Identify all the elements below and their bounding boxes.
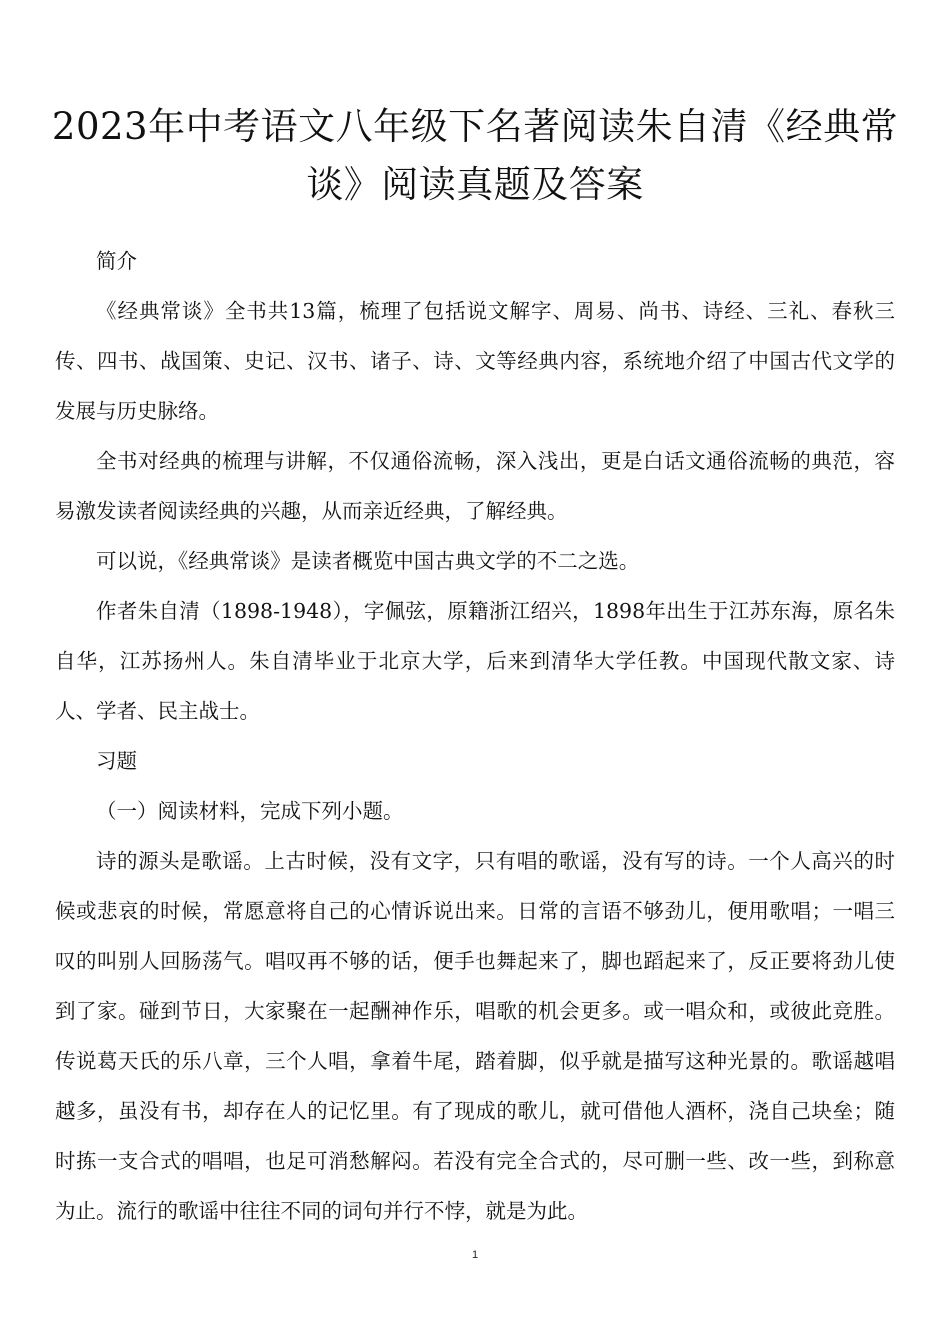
author-paragraph: 作者朱自清（1898-1948），字佩弦，原籍浙江绍兴，1898年出生于江苏东海，原名朱自华，江苏扬州人。朱自清毕业于北京大学，后来到清华大学任教。中国现代散文家、诗人、学者、民主战士。: [55, 599, 895, 723]
document-title: 2023年中考语文八年级下名著阅读朱自清《经典常谈》阅读真题及答案: [51, 105, 899, 206]
page-number: 1: [471, 1249, 479, 1261]
reading-passage: 诗的源头是歌谣。上古时候，没有文字，只有唱的歌谣，没有写的诗。一个人高兴的时候或悲哀的时候，常愿意将自己的心情诉说出来。日常的言语不够劲儿，便用歌唱；一唱三叹的叫别人回肠荡气。唱叹再不够的话，便手也舞起来了，脚也蹈起来了，反正要将劲儿使到了家。碰到节日，大家聚在一起酬神作乐，唱歌的机会更多。或一唱众和，或彼此竞胜。传说葛天氏的乐八章，三个人唱，拿着牛尾，踏着脚，似乎就是描写这种光景的。歌谣越唱越多，虽没有书，却存在人的记忆里。有了现成的歌儿，就可借他人酒杯，浇自己块垒；随时拣一支合式的唱唱，也足可消愁解闷。若没有完全合式的，尽可删一些、改一些，到称意为止。流行的歌谣中往往不同的词句并行不悖，就是为此。: [55, 849, 895, 1223]
intro-paragraph-2: 全书对经典的梳理与讲解，不仅通俗流畅，深入浅出，更是白话文通俗流畅的典范，容易激发读者阅读经典的兴趣，从而亲近经典，了解经典。: [55, 449, 895, 523]
exercise-heading: 习题: [96, 749, 137, 773]
intro-heading: 简介: [96, 249, 137, 273]
intro-paragraph-1: 《经典常谈》全书共13篇，梳理了包括说文解字、周易、尚书、诗经、三礼、春秋三传、四书、战国策、史记、汉书、诸子、诗、文等经典内容，系统地介绍了中国古代文学的发展与历史脉络。: [55, 299, 895, 423]
intro-paragraph-3: 可以说，《经典常谈》是读者概览中国古典文学的不二之选。: [96, 549, 640, 573]
exercise-instruction: （一）阅读材料，完成下列小题。: [96, 799, 404, 823]
document-body: [55, 236, 895, 1236]
